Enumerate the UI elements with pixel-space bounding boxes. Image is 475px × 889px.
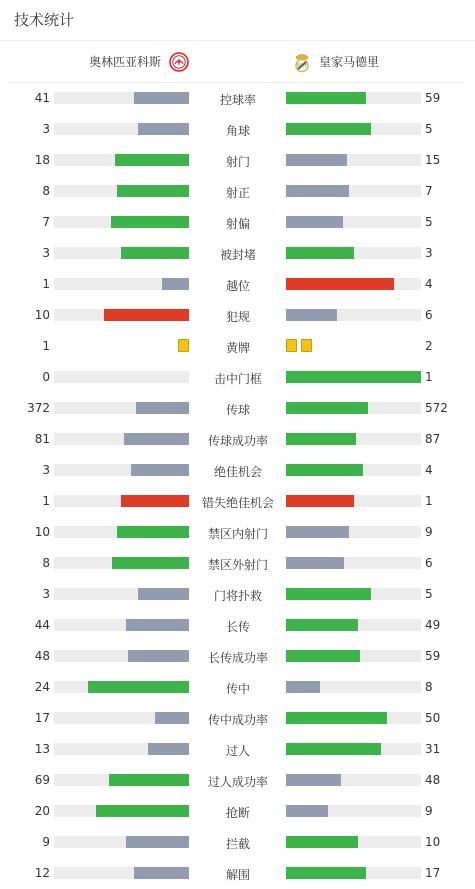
home-stat-bar [54, 743, 189, 755]
home-team-name: 奥林匹亚科斯 [89, 55, 162, 69]
home-stat-bar-fill [96, 805, 189, 817]
stat-row [0, 796, 475, 827]
stat-label: 长传 [225, 620, 250, 634]
home-stat-value: 48 [34, 649, 50, 663]
home-stat-value: 10 [34, 308, 50, 322]
away-stat-value: 6 [425, 556, 433, 570]
away-stat-bar-fill [286, 371, 421, 383]
stat-label: 抢断 [225, 806, 250, 820]
home-stat-bar-fill [148, 743, 189, 755]
stat-row [0, 672, 475, 703]
away-stat-bar-fill [286, 836, 358, 848]
away-stat-bar-fill [286, 123, 371, 135]
yellow-card-icon [286, 339, 297, 352]
stat-label: 解围 [225, 868, 250, 882]
home-stat-bar [54, 495, 189, 507]
home-stat-bar [54, 433, 189, 445]
stat-label: 过人 [225, 744, 250, 758]
stat-label: 禁区内射门 [207, 527, 268, 541]
away-stat-bar-fill [286, 216, 343, 228]
home-yellow-cards [178, 339, 189, 352]
away-stat-value: 4 [425, 277, 433, 291]
away-stat-bar [286, 278, 421, 290]
away-stat-bar [286, 681, 421, 693]
yellow-card-icon [178, 339, 189, 352]
away-stat-bar-fill [286, 402, 368, 414]
stat-row [0, 331, 475, 362]
away-stat-bar [286, 836, 421, 848]
stat-row [0, 176, 475, 207]
stat-label: 射正 [225, 186, 250, 200]
home-stat-value: 20 [34, 804, 50, 818]
home-stat-value: 372 [27, 401, 50, 415]
away-stat-bar-fill [286, 619, 358, 631]
stat-label: 长传成功率 [207, 651, 268, 665]
home-stat-bar [54, 650, 189, 662]
home-stat-bar [54, 588, 189, 600]
stat-label: 控球率 [219, 93, 256, 107]
home-stat-bar [54, 464, 189, 476]
home-stat-bar-fill [138, 588, 189, 600]
real-madrid-crest-icon [292, 51, 312, 73]
home-stat-bar [54, 247, 189, 259]
away-stat-value: 10 [425, 835, 441, 849]
away-stat-bar [286, 185, 421, 197]
stat-row [0, 610, 475, 641]
home-stat-value: 8 [42, 556, 50, 570]
stat-row [0, 703, 475, 734]
home-stat-value: 1 [42, 494, 50, 508]
away-team[interactable] [292, 41, 379, 82]
away-stat-bar [286, 247, 421, 259]
away-stat-bar-fill [286, 743, 381, 755]
home-stat-bar-fill [131, 464, 189, 476]
away-stat-bar [286, 92, 421, 104]
home-stat-value: 1 [42, 277, 50, 291]
home-stat-value: 0 [42, 370, 50, 384]
stat-label: 传中成功率 [207, 713, 268, 727]
stat-row [0, 207, 475, 238]
away-stat-bar-fill [286, 650, 360, 662]
home-stat-bar [54, 681, 189, 693]
stat-label: 拦截 [225, 837, 250, 851]
page-title: 技术统计 [0, 0, 475, 41]
away-stat-value: 572 [425, 401, 448, 415]
away-stat-bar [286, 309, 421, 321]
home-stat-value: 24 [34, 680, 50, 694]
away-stat-bar [286, 371, 421, 383]
stat-label: 过人成功率 [207, 775, 268, 789]
home-stat-bar [54, 836, 189, 848]
home-stat-bar [54, 402, 189, 414]
away-stat-value: 5 [425, 215, 433, 229]
away-stat-bar-fill [286, 433, 356, 445]
away-stat-value: 6 [425, 308, 433, 322]
away-yellow-cards [286, 339, 312, 352]
stat-row [0, 238, 475, 269]
stat-label: 绝佳机会 [213, 465, 262, 479]
home-stat-bar-fill [134, 867, 189, 879]
away-stat-value: 59 [425, 91, 441, 105]
home-stat-value: 18 [34, 153, 50, 167]
home-stat-bar-fill [138, 123, 189, 135]
svg-text:MCF: MCF [296, 62, 308, 69]
home-stat-value: 44 [34, 618, 50, 632]
home-stat-bar-fill [117, 185, 189, 197]
away-stat-bar [286, 619, 421, 631]
away-stat-bar-fill [286, 247, 354, 259]
home-stat-bar-fill [121, 495, 189, 507]
home-stat-bar [54, 805, 189, 817]
stat-row [0, 517, 475, 548]
away-stat-bar-fill [286, 278, 394, 290]
away-stat-bar-fill [286, 526, 349, 538]
stat-row [0, 486, 475, 517]
home-stat-bar-fill [104, 309, 189, 321]
home-stat-bar [54, 216, 189, 228]
away-stat-bar [286, 867, 421, 879]
stats-list [0, 83, 475, 889]
home-stat-value: 3 [42, 463, 50, 477]
home-stat-bar [54, 185, 189, 197]
home-stat-bar-fill [124, 433, 189, 445]
home-stat-bar-fill [155, 712, 189, 724]
home-stat-bar [54, 278, 189, 290]
home-stat-value: 17 [34, 711, 50, 725]
away-stat-bar-fill [286, 185, 349, 197]
away-stat-value: 7 [425, 184, 433, 198]
olympiacos-crest-icon [169, 51, 189, 73]
stat-label: 被封堵 [219, 248, 256, 262]
stat-row [0, 765, 475, 796]
stat-row [0, 734, 475, 765]
away-stat-bar-fill [286, 805, 328, 817]
stat-row [0, 145, 475, 176]
away-stat-bar [286, 650, 421, 662]
home-stat-value: 3 [42, 122, 50, 136]
away-stat-bar [286, 216, 421, 228]
away-stat-bar-fill [286, 588, 371, 600]
home-stat-value: 69 [34, 773, 50, 787]
away-team-name: 皇家马德里 [319, 55, 380, 69]
away-stat-value: 1 [425, 494, 433, 508]
stat-row [0, 114, 475, 145]
stat-row [0, 641, 475, 672]
home-stat-bar-fill [117, 526, 189, 538]
home-stat-bar-fill [128, 650, 189, 662]
stat-row [0, 269, 475, 300]
stat-label: 犯规 [225, 310, 250, 324]
stat-row [0, 455, 475, 486]
away-stat-value: 9 [425, 804, 433, 818]
stat-label: 门将扑救 [213, 589, 262, 603]
home-stat-value: 41 [34, 91, 50, 105]
stat-label: 传中 [225, 682, 250, 696]
away-stat-bar [286, 402, 421, 414]
away-stat-value: 49 [425, 618, 441, 632]
home-stat-bar [54, 557, 189, 569]
stat-label: 传球 [225, 403, 250, 417]
away-stat-bar [286, 712, 421, 724]
stat-row [0, 827, 475, 858]
home-stat-bar [54, 526, 189, 538]
stat-label: 禁区外射门 [207, 558, 268, 572]
away-stat-bar [286, 557, 421, 569]
away-stat-bar [286, 588, 421, 600]
stat-label: 击中门框 [213, 372, 262, 386]
home-stat-bar-fill [112, 557, 189, 569]
away-stat-value: 8 [425, 680, 433, 694]
home-stat-value: 7 [42, 215, 50, 229]
away-stat-value: 1 [425, 370, 433, 384]
away-stat-bar [286, 433, 421, 445]
stat-label: 射门 [225, 155, 250, 169]
stat-label: 错失绝佳机会 [201, 496, 274, 510]
away-stat-bar-fill [286, 681, 320, 693]
away-stat-bar [286, 154, 421, 166]
away-stat-bar [286, 123, 421, 135]
stat-row [0, 300, 475, 331]
home-stat-value: 3 [42, 246, 50, 260]
home-stat-value: 12 [34, 866, 50, 880]
home-stat-bar-fill [88, 681, 189, 693]
home-stat-value: 10 [34, 525, 50, 539]
away-stat-bar-fill [286, 712, 387, 724]
home-stat-bar-fill [136, 402, 189, 414]
home-stat-bar [54, 712, 189, 724]
home-stat-value: 8 [42, 184, 50, 198]
away-stat-value: 31 [425, 742, 441, 756]
stat-row [0, 83, 475, 114]
away-stat-value: 87 [425, 432, 441, 446]
home-stat-bar [54, 371, 189, 383]
home-team[interactable] [89, 41, 189, 82]
away-stat-bar [286, 743, 421, 755]
home-stat-bar [54, 774, 189, 786]
away-stat-value: 2 [425, 339, 433, 353]
away-stat-bar-fill [286, 557, 344, 569]
home-stat-bar-fill [115, 154, 189, 166]
away-stat-bar-fill [286, 154, 347, 166]
home-stat-bar [54, 619, 189, 631]
home-stat-bar [54, 92, 189, 104]
stat-row [0, 548, 475, 579]
away-stat-bar-fill [286, 867, 366, 879]
home-stat-bar [54, 309, 189, 321]
home-stat-bar [54, 154, 189, 166]
home-stat-bar-fill [162, 278, 189, 290]
away-stat-bar-fill [286, 464, 363, 476]
stat-label: 角球 [225, 124, 250, 138]
stat-label: 传球成功率 [207, 434, 268, 448]
stat-label: 射偏 [225, 217, 250, 231]
stat-row [0, 424, 475, 455]
teams-header [9, 41, 465, 83]
stat-row [0, 858, 475, 889]
home-stat-value: 1 [42, 339, 50, 353]
stat-row [0, 393, 475, 424]
away-stat-value: 3 [425, 246, 433, 260]
away-stat-value: 5 [425, 587, 433, 601]
away-stat-bar [286, 464, 421, 476]
away-stat-value: 5 [425, 122, 433, 136]
stat-row [0, 579, 475, 610]
home-stat-bar-fill [109, 774, 189, 786]
away-stat-bar-fill [286, 309, 337, 321]
stat-row [0, 362, 475, 393]
stat-label: 黄牌 [225, 341, 250, 355]
away-stat-bar-fill [286, 92, 366, 104]
home-stat-bar [54, 867, 189, 879]
away-stat-value: 4 [425, 463, 433, 477]
away-stat-value: 50 [425, 711, 441, 725]
home-stat-bar-fill [121, 247, 189, 259]
yellow-card-icon [301, 339, 312, 352]
away-stat-bar [286, 774, 421, 786]
away-stat-bar [286, 495, 421, 507]
away-stat-value: 15 [425, 153, 441, 167]
home-stat-value: 81 [34, 432, 50, 446]
home-stat-value: 9 [42, 835, 50, 849]
away-stat-value: 59 [425, 649, 441, 663]
home-stat-bar [54, 123, 189, 135]
home-stat-bar-fill [111, 216, 189, 228]
away-stat-value: 48 [425, 773, 441, 787]
away-stat-bar [286, 805, 421, 817]
away-stat-bar-fill [286, 495, 354, 507]
away-stat-value: 9 [425, 525, 433, 539]
away-stat-value: 17 [425, 866, 441, 880]
stat-label: 越位 [225, 279, 250, 293]
away-stat-bar-fill [286, 774, 341, 786]
home-stat-value: 13 [34, 742, 50, 756]
home-stat-bar-fill [126, 836, 189, 848]
away-stat-bar [286, 526, 421, 538]
home-stat-bar-fill [126, 619, 189, 631]
home-stat-value: 3 [42, 587, 50, 601]
home-stat-bar-fill [134, 92, 189, 104]
